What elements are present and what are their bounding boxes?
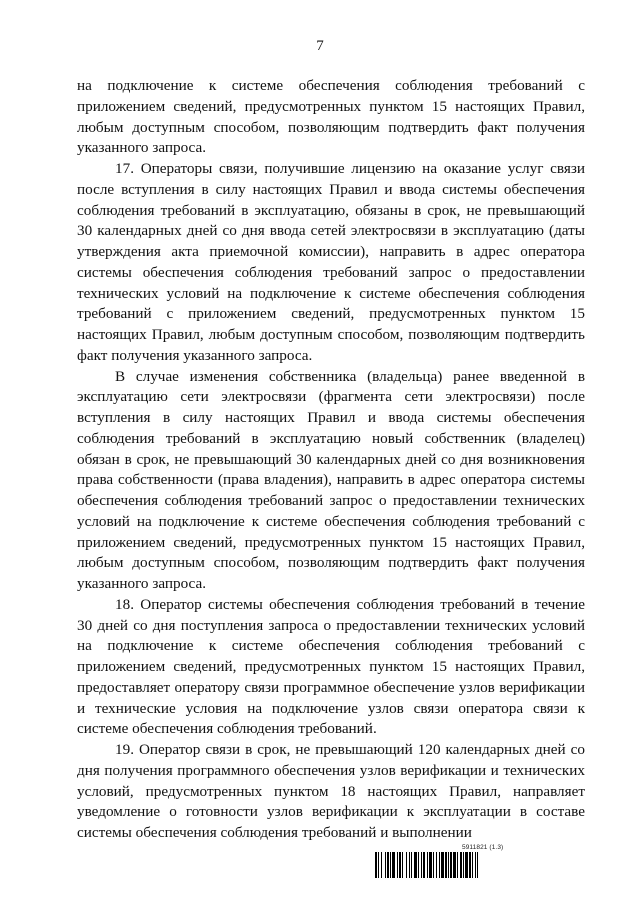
paragraph-owner-change: В случае изменения собственника (владельца) ранее введенной в эксплуатацию сети электросвязи (фрагмента сети электросвязи) после вступления в силу настоящих Правил и ввода системы обеспечения соблюдения требований в эксплуатацию новый собственник (владелец) обязан в срок, не превышающий 30 календарных дней со дня возникновения права собственности (права владения), направить в адрес оператора системы обеспечения соблюдения требований запрос о предоставлении технических условий на подключение к системе обеспечения соблюдения требований с приложением сведений, предусмотренных пунктом 15 настоящих Правил, любым доступным способом, позволяющим подтвердить факт получения указанного запроса. [77, 367, 585, 592]
paragraph-item-18: 18. Оператор системы обеспечения соблюдения требований в течение 30 дней со дня поступления запроса о предоставлении технических условий на подключение к системе обеспечения соблюдения требований с приложением сведений, предусмотренных пунктом 15 настоящих Правил, предоставляет оператору связи программное обеспечение узлов верификации и технические условия на подключение узлов связи оператора связи к системе обеспечения соблюдения требований. [77, 595, 585, 738]
paragraph-continuation: на подключение к системе обеспечения соблюдения требований с приложением сведений, предусмотренных пунктом 15 настоящих Правил, любым доступным способом, позволяющим подтвердить факт получения указанного запроса. [77, 77, 585, 157]
paragraph-item-17: 17. Операторы связи, получившие лицензию на оказание услуг связи после вступления в силу настоящих Правил и ввода системы обеспечения соблюдения требований в эксплуатацию, обязаны в срок, не превышающий 30 календарных дней со дня ввода сетей электросвязи в эксплуатацию (даты утверждения акта приемочной комиссии), направить в адрес оператора системы обеспечения соблюдения требований запрос о предоставлении технических условий на подключение к системе обеспечения соблюдения требований с приложением сведений, предусмотренных пунктом 15 настоящих Правил, любым доступным способом, позволяющим подтвердить факт получения указанного запроса. [77, 160, 585, 364]
barcode-label: 5911821 (1.3) [462, 844, 504, 851]
page-number: 7 [316, 38, 324, 54]
paragraph-item-19: 19. Оператор связи в срок, не превышающий 120 календарных дней со дня получения программного обеспечения узлов верификации и технических условий, предусмотренных пунктом 18 настоящих Правил, направляет уведомление о готовности узлов верификации к эксплуатации в составе системы обеспечения соблюдения требований и выполнении [77, 741, 585, 841]
document-body [77, 76, 585, 844]
barcode-icon [375, 852, 585, 878]
